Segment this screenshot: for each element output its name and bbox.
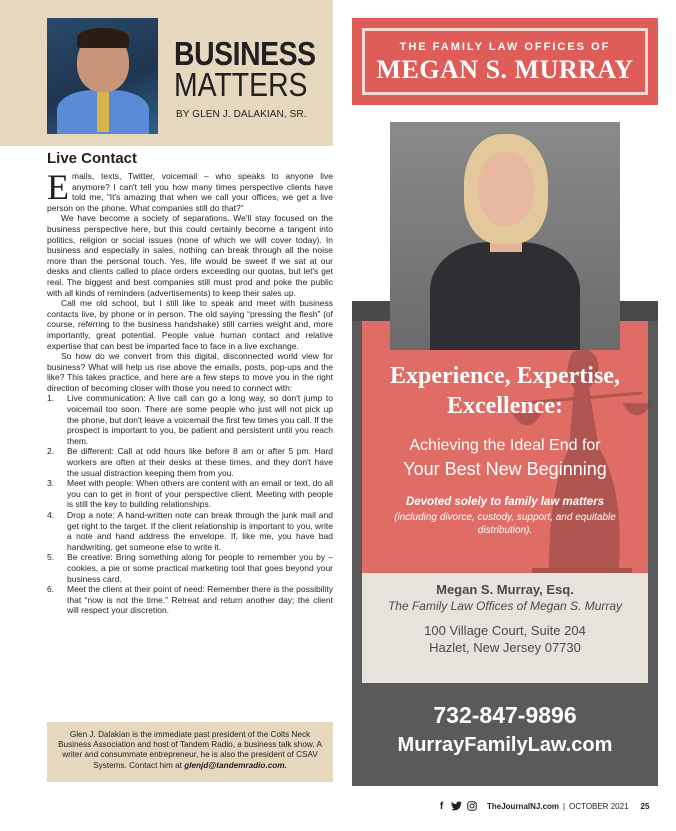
page-footer [436,799,649,813]
article-paragraph: So how do we convert from this digital, disconnected world view for business? What will help us rise above the emails, posts, pop-ups and the like? This takes practice, and here are a few steps to move you in the right direction of becoming closer with those you need to connect with: [47,351,333,393]
footer-issue: OCTOBER 2021 [569,801,629,811]
page-number: 25 [640,801,650,811]
portrait-face [478,152,534,226]
list-text: Meet with people: When others are content with an email or text, do all you can to get in front of your perspective client. Meeting with people is still the key to building relationships. [67,478,333,510]
author-photo-tie [97,92,109,132]
author-photo-hair [77,28,129,48]
ad-firm-name: MEGAN S. MURRAY [376,55,634,84]
ad-firm-line: THE FAMILY LAW OFFICES OF [399,41,611,53]
facebook-icon[interactable]: f [439,800,444,812]
ad-contact-panel [362,573,648,683]
list-text: Drop a note: A hand-written note can break through the junk mail and get right to the target. If the client relationship is important to you, write a note and hand address the envelope. If, like me, you have bad handwriting, get someone else to write it. [67,510,333,552]
contact-firm-name: The Family Law Offices of Megan S. Murray [387,599,623,613]
drop-cap: E [47,167,69,207]
article-paragraph [47,167,333,213]
ad-tagline-sub1: Achieving the Ideal End for [409,437,601,454]
footer-separator: | [563,801,566,811]
column-title [174,37,339,101]
list-number: 3. [47,478,55,489]
article-heading: Live Contact [47,150,138,167]
list-number: 2. [47,446,55,457]
article-paragraph: We have become a society of separations. We'll stay focused on the business perspective here, but this could certainly become a tangent into politics, religion or social issues (none of which we will cover today). In business and especially in sales, nothing can break through all the noise more than the personal touch. Yes, life would be sweet if we sat at our desks and clients called to place orders exceeding our quotas, but let's get real. The biggest and best companies still must prod and poke the public with all kinds of reminders (advertisements) to keep their sales up. [47,213,333,298]
list-item [47,552,333,584]
list-number: 6. [47,584,55,595]
list-item [47,446,333,478]
column-title-line2: MATTERS [174,66,308,103]
ad-website-link[interactable]: MurrayFamilyLaw.com [397,734,613,756]
bio-email-link[interactable]: glenjd@tandemradio.com. [184,760,287,770]
list-item [47,478,333,510]
author-photo [47,18,158,134]
article-paragraph: Call me old school, but I still like to speak and meet with business contacts live, by phone or in person. The old saying “pressing the flesh” (of course, referring to the business handshake) still carries weight and, more importantly, great potential. People value human contact and relative expertise that can best be imparted face to face in a live exchange. [47,298,333,351]
column-title-line1: BUSINESS [174,35,316,72]
address-line1: 100 Village Court, Suite 204 [424,623,586,638]
list-number: 1. [47,393,55,404]
instagram-icon[interactable] [466,801,477,812]
author-bio-box [47,722,333,782]
list-number: 4. [47,510,55,520]
article [47,150,333,616]
address-line2: Hazlet, New Jersey 07730 [429,640,581,655]
list-text: Meet the client at their point of need: Remember there is the possibility that “now is not the time.” Retreat and return another day; the client will respect your discretion. [67,584,333,616]
byline: BY GLEN J. DALAKIAN, SR. [176,109,307,120]
law-firm-ad [352,18,658,786]
list-text: Live communication: A live call can go a long way, so don't jump to voicemail too soon. There are some people who just will not pick up the phone, but don't leave a voicemail the first few times you call. If the prospect is important to you, be patient and persistent until you reach them. [67,393,333,446]
ad-phone-link[interactable]: 732-847-9896 [433,702,577,728]
paragraph-text: mails, texts, Twitter, voicemail – who speaks to anyone live anymore? I can't tell you how many times perspective clients have told me, “It's amazing that when we call your offices, we get a live person on the phone. What companies still do that?” [47,171,333,213]
ad-tagline-sub2: Your Best New Beginning [403,459,607,479]
list-item [47,393,333,446]
list-text: Be different: Call at odd hours like before 8 am or after 5 pm. Hard workers are often at their desks at these times, and they don't have the usual distraction keeping them from you. [67,446,333,478]
ad-tagline-headline: Experience, Expertise, Excellence: [390,363,620,419]
attorney-portrait [390,122,620,350]
attorney-name: Megan S. Murray, Esq. [436,582,574,597]
list-number: 5. [47,552,55,563]
bio-text: Glen J. Dalakian is the immediate past president of the Colts Neck Business Association and host of Tandem Radio, a business talk show. A writer and consummate entrepreneur, he is also the president of CSAV Systems. Contact him at [58,730,322,770]
list-text: Be creative: Bring something along for people to remember you by – cookies, a pie or some practical marketing tool that goes beyond your business card. [67,552,333,584]
list-item [47,584,333,616]
ad-devoted-text: Devoted solely to family law matters [405,496,605,508]
author-bio [57,730,323,771]
footer-site[interactable]: TheJournalNJ.com [487,801,560,811]
tips-list [47,393,333,615]
ad-including-text: (including divorce, custody, support, and equitable distribution). [394,512,616,536]
twitter-icon[interactable] [451,801,462,812]
list-item [47,510,333,552]
portrait-jacket [430,242,580,350]
